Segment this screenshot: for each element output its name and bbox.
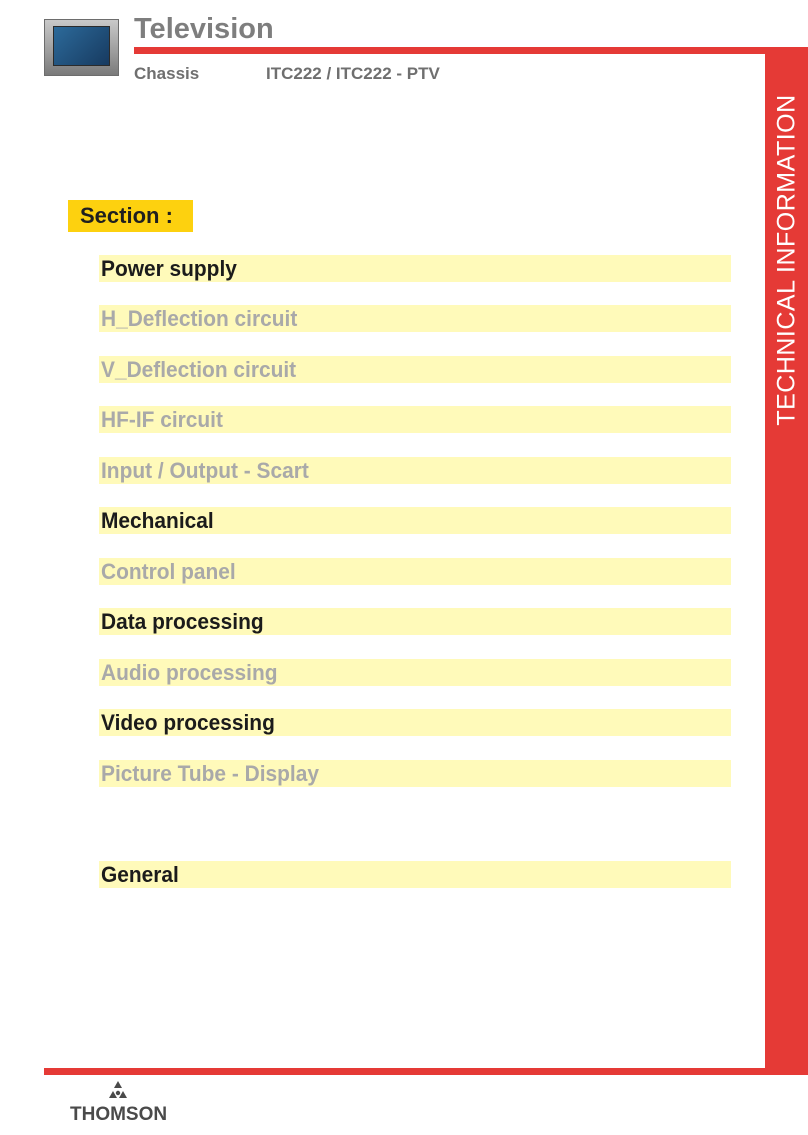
section-link-audio-processing[interactable] [99,659,731,686]
section-link-hf-if[interactable] [99,406,731,433]
thomson-logo-icon [107,1080,129,1102]
header-divider [134,47,808,54]
section-link-label: Mechanical [101,508,214,533]
section-link-label: Control panel [101,559,236,584]
chassis-value: ITC222 / ITC222 - PTV [266,64,440,83]
section-link-label: Data processing [101,609,264,634]
section-link-video-processing[interactable] [99,709,731,736]
television-screen [53,26,110,66]
section-link-label: V_Deflection circuit [101,357,297,382]
section-link-general[interactable] [99,861,731,888]
television-icon [44,19,119,76]
section-link-label: Audio processing [101,660,278,685]
section-heading: Section : [68,200,193,232]
footer-divider [44,1068,808,1075]
section-link-picture-tube[interactable] [99,760,731,787]
section-link-label: Video processing [101,710,275,735]
chassis-label: Chassis [134,64,200,83]
section-link-label: Input / Output - Scart [101,458,309,483]
section-link-data-processing[interactable] [99,608,731,635]
section-link-power-supply[interactable] [99,255,731,282]
side-label: TECHNICAL INFORMATION [772,94,801,426]
section-link-h-deflection[interactable] [99,305,731,332]
section-link-label: Picture Tube - Display [101,761,319,786]
section-link-control-panel[interactable] [99,558,731,585]
section-link-input-output[interactable] [99,457,731,484]
section-link-label: General [101,862,179,887]
brand-name: THOMSON [70,1104,168,1125]
section-link-label: HF-IF circuit [101,407,223,432]
section-link-label: Power supply [101,256,237,281]
section-link-mechanical[interactable] [99,507,731,534]
section-link-label: H_Deflection circuit [101,306,298,331]
section-link-v-deflection[interactable] [99,356,731,383]
page-title: Television [134,13,274,45]
